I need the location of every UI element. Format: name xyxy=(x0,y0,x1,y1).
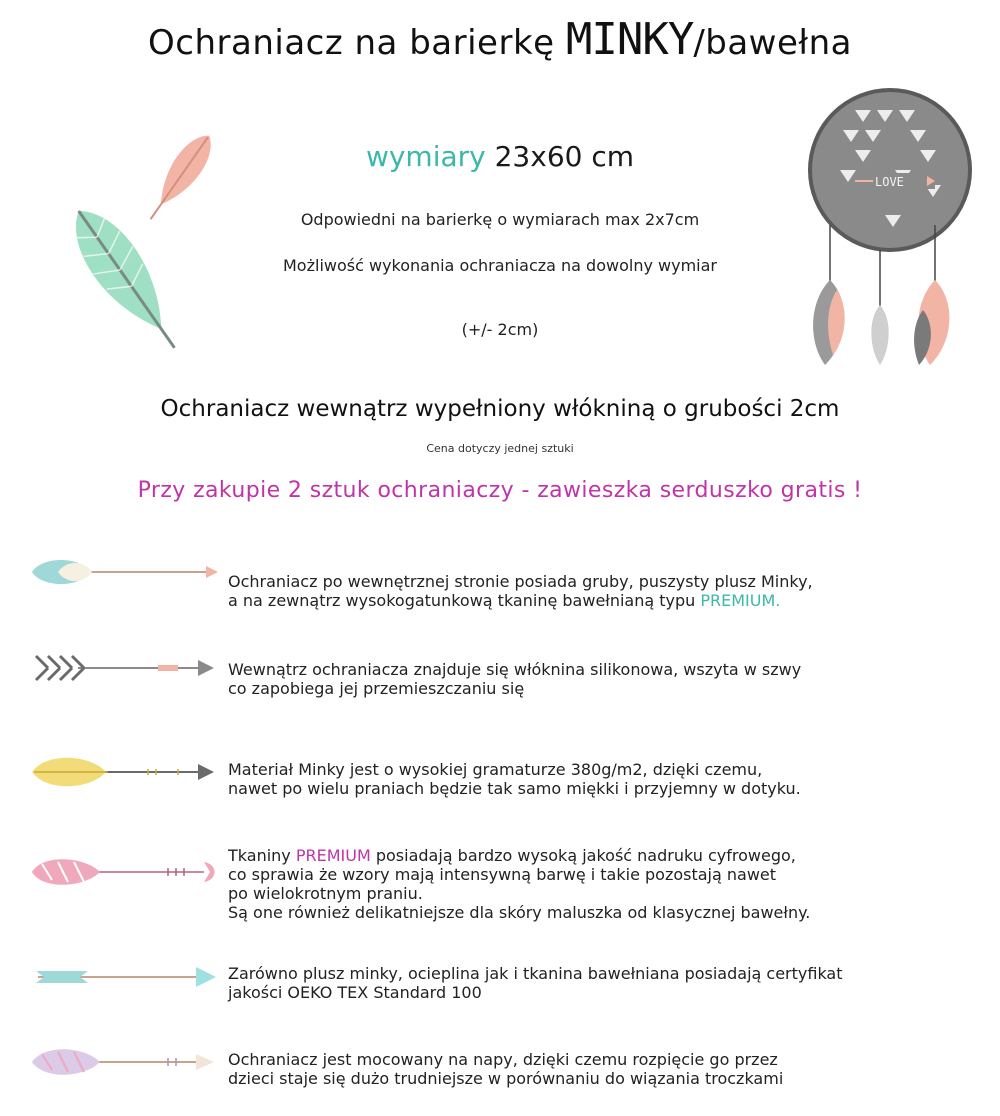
feathers-decoration-icon xyxy=(70,130,220,350)
feature-premium-cotton xyxy=(228,572,988,610)
custom-size-text: Możliwość wykonania ochraniacza na dowolny wymiar xyxy=(283,256,717,275)
feature-line: Są one również delikatniejsze dla skóry maluszka od klasycznej bawełny. xyxy=(228,903,811,922)
barrier-size-text: Odpowiedni na barierkę o wymiarach max 2x7cm xyxy=(300,210,700,229)
feature-snap-fasteners xyxy=(228,1050,988,1088)
feature-line: posiadają bardzo wysoką jakość nadruku cyfrowego, xyxy=(370,846,796,865)
feature-line: nawet po wielu praniach będzie tak samo miękki i przyjemny w dotyku. xyxy=(228,779,801,798)
feature-silicone-fiber xyxy=(228,660,988,698)
gray-arrow-icon xyxy=(28,648,218,688)
premium-highlight: PREMIUM. xyxy=(700,591,781,610)
pink-arrow-icon xyxy=(28,852,218,892)
mint-arrow-icon xyxy=(28,957,218,997)
feature-line: Materiał Minky jest o wysokiej gramaturze 380g/m2, dzięki czemu, xyxy=(228,760,763,779)
lilac-arrow-icon xyxy=(28,1042,218,1082)
yellow-arrow-icon xyxy=(28,752,218,792)
feature-line: Wewnątrz ochraniacza znajduje się włóknina silikonowa, wszyta w szwy xyxy=(228,660,802,679)
title-suffix: /bawełna xyxy=(693,23,852,63)
title-text: Ochraniacz na barierkę xyxy=(148,23,566,63)
feature-minky-weight xyxy=(228,760,988,798)
page-title xyxy=(0,14,1000,65)
love-text: LOVE xyxy=(875,175,904,189)
dimensions-heading xyxy=(220,140,780,173)
feature-line: a na zewnątrz wysokogatunkową tkaninę bawełnianą typu xyxy=(228,591,701,610)
feature-line: co sprawia że wzory mają intensywną barwę i takie pozostają nawet xyxy=(228,865,777,884)
feature-premium-print xyxy=(228,846,988,922)
feature-line: dzieci staje się dużo trudniejsze w porównaniu do wiązania troczkami xyxy=(228,1069,784,1088)
feature-line: jakości OEKO TEX Standard 100 xyxy=(228,983,482,1002)
filling-text: Ochraniacz wewnątrz wypełniony włókniną o grubości 2cm xyxy=(160,396,840,422)
feature-line: Tkaniny xyxy=(228,846,296,865)
promo-text: Przy zakupie 2 sztuk ochraniaczy - zawieszka serduszko gratis ! xyxy=(137,478,863,503)
dimensions-value: 23x60 cm xyxy=(485,140,635,173)
feature-line: co zapobiega jej przemieszczaniu się xyxy=(228,679,525,698)
feature-line: Zarówno plusz minky, ocieplina jak i tkanina bawełniana posiadają certyfikat xyxy=(228,964,843,983)
feature-line: Ochraniacz jest mocowany na napy, dzięki czemu rozpięcie go przez xyxy=(228,1050,778,1069)
dimensions-label: wymiary xyxy=(365,140,486,173)
tolerance-text: (+/- 2cm) xyxy=(461,320,539,339)
feature-line: po wielokrotnym praniu. xyxy=(228,884,423,903)
price-note: Cena dotyczy jednej sztuki xyxy=(426,442,574,455)
premium-highlight: PREMIUM xyxy=(295,846,371,865)
teal-arrow-icon xyxy=(28,552,218,592)
title-brand: MINKY xyxy=(565,14,694,65)
feature-oeko-tex xyxy=(228,964,988,1002)
feature-line: Ochraniacz po wewnętrznej stronie posiada gruby, puszysty plusz Minky, xyxy=(228,572,813,591)
